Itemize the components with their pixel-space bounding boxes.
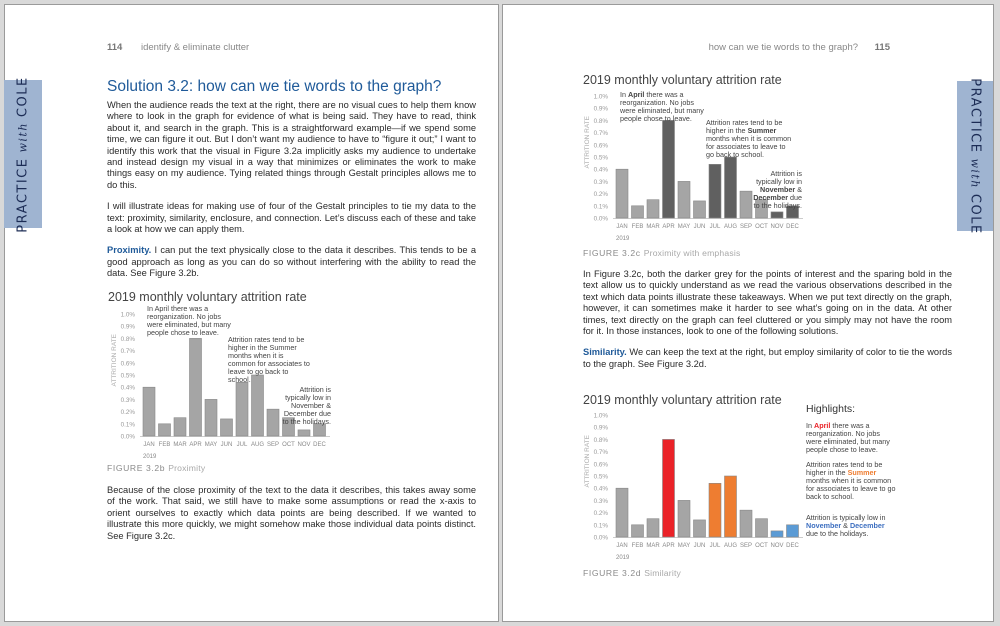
bar-jun: [221, 419, 233, 436]
practice-with-cole-tab: PRACTICEwithCOLE: [4, 80, 42, 228]
y-tick-label: 0.2%: [593, 191, 608, 199]
x-tick-label: NOV: [770, 224, 784, 230]
y-tick-label: 0.6%: [120, 360, 135, 368]
x-tick-label: JUN: [220, 442, 233, 448]
chart-title: 2019 monthly voluntary attrition rate: [583, 73, 782, 87]
x-tick-label: JAN: [143, 442, 155, 448]
x-tick-label: MAR: [173, 442, 187, 448]
x-axis-label: 2019: [616, 555, 630, 561]
paragraph: In Figure 3.2c, both the darker grey for the points of interest and the sparing bold in the text allow us to quickly understand as we read the various observations described in the text which data points illustrate these takeaways. When we put text directly on the graph, however, it can sometimes make it harder to see what’s going on in the data. At other times, text directly on the graph can feel cluttered or you simply may not have the room for it. In those instances, look to one of the following solutions.: [583, 269, 952, 337]
y-axis-label: ATTRITION RATE: [584, 435, 591, 488]
x-tick-label: OCT: [282, 442, 295, 448]
x-tick-label: APR: [662, 543, 675, 549]
x-tick-label: JAN: [616, 543, 628, 549]
bar-apr: [190, 338, 202, 436]
x-tick-label: JAN: [616, 224, 628, 230]
y-tick-label: 0.6%: [593, 461, 608, 469]
bar-mar: [647, 200, 659, 218]
bar-nov: [771, 212, 783, 218]
x-tick-label: FEB: [158, 442, 171, 448]
y-tick-label: 0.1%: [120, 421, 135, 429]
y-axis-label: ATTRITION RATE: [111, 334, 118, 387]
y-tick-label: 0.3%: [593, 178, 608, 186]
y-tick-label: 0.2%: [593, 510, 608, 518]
figure-caption: FIGURE 3.2d Similarity: [583, 568, 682, 578]
y-tick-label: 0.0%: [593, 215, 608, 223]
bar-apr: [663, 439, 675, 537]
y-tick-label: 0.0%: [593, 534, 608, 542]
figure-caption: FIGURE 3.2b Proximity: [107, 463, 206, 473]
bar-feb: [159, 424, 171, 436]
paragraph: Similarity. We can keep the text at the right, but employ similarity of color to tie the words to the graph. See Figure 3.2d.: [583, 347, 952, 369]
annotation-holidays: Attrition is typically low in November & December due to the holidays.: [282, 385, 331, 426]
practice-with-cole-tab: PRACTICEwithCOLE: [957, 81, 993, 231]
bar-aug: [252, 375, 264, 436]
running-header-left: [107, 42, 249, 53]
x-tick-label: DEC: [786, 543, 799, 549]
y-tick-label: 0.7%: [593, 130, 608, 138]
chart-title: 2019 monthly voluntary attrition rate: [108, 290, 307, 304]
right-body-text: [583, 269, 952, 380]
y-tick-label: 0.4%: [593, 485, 608, 493]
x-axis-label: 2019: [616, 236, 630, 242]
chart-title: 2019 monthly voluntary attrition rate: [583, 393, 782, 407]
x-tick-label: JUL: [709, 224, 721, 230]
x-tick-label: JUN: [693, 224, 706, 230]
running-head: identify & eliminate clutter: [140, 42, 250, 53]
running-header-right: [709, 42, 890, 53]
bar-jul: [236, 382, 248, 436]
x-tick-label: JUN: [693, 543, 706, 549]
bar-aug: [725, 476, 737, 537]
y-tick-label: 0.7%: [120, 348, 135, 356]
y-tick-label: 0.0%: [120, 433, 135, 441]
annotation-holidays: Attrition is typically low in November & December due to the holidays.: [753, 169, 802, 210]
bar-feb: [632, 206, 644, 218]
section-title: Solution 3.2: how can we tie words to the graph?: [107, 78, 442, 95]
y-tick-label: 0.9%: [593, 424, 608, 432]
y-tick-label: 0.2%: [120, 409, 135, 417]
annotation-summer: Attrition rates tend to be higher in the Summer months when it is common for associates to leave to go back to school.: [228, 335, 310, 384]
page-number: 114: [107, 42, 123, 53]
bar-dec: [787, 525, 799, 537]
running-head: how can we tie words to the graph?: [708, 42, 859, 53]
bar-nov: [298, 430, 310, 436]
y-tick-label: 0.5%: [593, 154, 608, 162]
page-number: 115: [874, 42, 890, 53]
bar-jun: [694, 520, 706, 537]
x-tick-label: MAR: [646, 224, 660, 230]
x-tick-label: SEP: [739, 224, 753, 230]
x-tick-label: MAY: [677, 543, 691, 549]
bar-apr: [663, 120, 675, 218]
y-tick-label: 0.5%: [593, 473, 608, 481]
x-tick-label: JUL: [236, 442, 248, 448]
bar-may: [205, 399, 217, 436]
x-tick-label: DEC: [313, 442, 326, 448]
bar-nov: [771, 531, 783, 537]
annotation-april: In April there was a reorganization. No jobs were eliminated, but many people chose to leave.: [620, 90, 704, 123]
bar-jul: [709, 164, 721, 218]
x-tick-label: SEP: [266, 442, 280, 448]
y-tick-label: 0.4%: [593, 166, 608, 174]
y-tick-label: 0.1%: [593, 203, 608, 211]
y-tick-label: 0.3%: [120, 396, 135, 404]
bar-sep: [267, 409, 279, 436]
x-tick-label: MAY: [677, 224, 691, 230]
bar-jan: [616, 169, 628, 218]
x-tick-label: SEP: [739, 543, 753, 549]
y-tick-label: 0.9%: [593, 105, 608, 113]
bar-may: [678, 500, 690, 537]
x-tick-label: OCT: [755, 224, 768, 230]
y-tick-label: 0.6%: [593, 142, 608, 150]
figure-caption: FIGURE 3.2c Proximity with emphasis: [583, 248, 741, 258]
y-tick-label: 0.4%: [120, 384, 135, 392]
y-tick-label: 0.9%: [120, 323, 135, 331]
highlights-heading: Highlights:: [806, 403, 856, 415]
x-tick-label: NOV: [770, 543, 784, 549]
y-tick-label: 0.7%: [593, 449, 608, 457]
bar-sep: [740, 510, 752, 537]
x-tick-label: AUG: [250, 442, 265, 448]
x-tick-label: OCT: [755, 543, 768, 549]
bar-chart-3-2d: [577, 409, 817, 569]
annotation-summer: Attrition rates tend to be higher in the Summer months when it is common for associates to leave to go back to school.: [706, 118, 792, 159]
y-tick-label: 0.8%: [593, 117, 608, 125]
paragraph: Proximity. I can put the text physically close to the data it describes. This tends to be a good approach as long as you can do so without interfering with the ability to read the data. See Figure 3.2b.: [107, 245, 476, 279]
y-tick-label: 0.1%: [593, 522, 608, 530]
bar-aug: [725, 157, 737, 218]
x-axis-label: 2019: [143, 454, 157, 460]
bar-oct: [756, 519, 768, 537]
bar-jul: [709, 483, 721, 537]
bar-jan: [616, 488, 628, 537]
y-axis-label: ATTRITION RATE: [584, 116, 591, 169]
x-tick-label: FEB: [631, 224, 644, 230]
x-tick-label: NOV: [297, 442, 311, 448]
y-tick-label: 1.0%: [120, 311, 135, 319]
x-tick-label: AUG: [723, 543, 738, 549]
bar-feb: [632, 525, 644, 537]
x-tick-label: FEB: [631, 543, 644, 549]
bar-mar: [647, 519, 659, 537]
x-tick-label: DEC: [786, 224, 799, 230]
y-tick-label: 0.8%: [593, 436, 608, 444]
paragraph: I will illustrate ideas for making use of four of the Gestalt principles to tie my data to the text: proximity, similarity, enclosure, and connection. Let’s discuss each of these and take a look at how we can apply them.: [107, 201, 476, 235]
highlight-april: In April there was a reorganization. No jobs were eliminated, but many people chose to leave.: [806, 421, 890, 454]
left-body-text: [107, 100, 476, 290]
annotation-april: In April there was a reorganization. No jobs were eliminated, but many people chose to leave.: [147, 304, 231, 337]
y-tick-label: 1.0%: [593, 412, 608, 420]
highlight-holidays: Attrition is typically low in November & December due to the holidays.: [806, 513, 886, 538]
x-tick-label: MAR: [646, 543, 660, 549]
highlight-summer: Attrition rates tend to be higher in the Summer months when it is common for associates to leave to go back to school.: [806, 460, 896, 501]
x-tick-label: JUL: [709, 543, 721, 549]
y-tick-label: 0.8%: [120, 335, 135, 343]
paragraph: When the audience reads the text at the right, there are no visual cues to help them know where to look in the graph for evidence of what is being said. They have to read, think about it, and search in the graph. This is a straightforward example—if we spend some time, we can figure it out. But I don’t want my audience to have to “figure it out;” I want to identify this work that the visual in Figure 3.2a implicitly asks my audience to undertake and instead design my visual in a way that minimizes or eliminates the work to make things easy on my audience. Tying related things through Gestalt principles allows me to do this.: [107, 100, 476, 190]
bar-mar: [174, 418, 186, 436]
y-tick-label: 0.5%: [120, 372, 135, 380]
x-tick-label: APR: [189, 442, 202, 448]
x-tick-label: MAY: [204, 442, 218, 448]
x-tick-label: AUG: [723, 224, 738, 230]
paragraph: Because of the close proximity of the text to the data it describes, this takes away some of the work. That said, we still have to make some assumptions or read the x-axis to orient ourselves to exactly which data points are being described. If we wanted to illustrate this more quickly, we might somehow make those individual data points distinct. See Figure 3.2c.: [107, 485, 476, 541]
y-tick-label: 0.3%: [593, 497, 608, 505]
x-tick-label: APR: [662, 224, 675, 230]
y-tick-label: 1.0%: [593, 93, 608, 101]
bar-may: [678, 181, 690, 218]
bar-jun: [694, 201, 706, 218]
bar-jan: [143, 387, 155, 436]
